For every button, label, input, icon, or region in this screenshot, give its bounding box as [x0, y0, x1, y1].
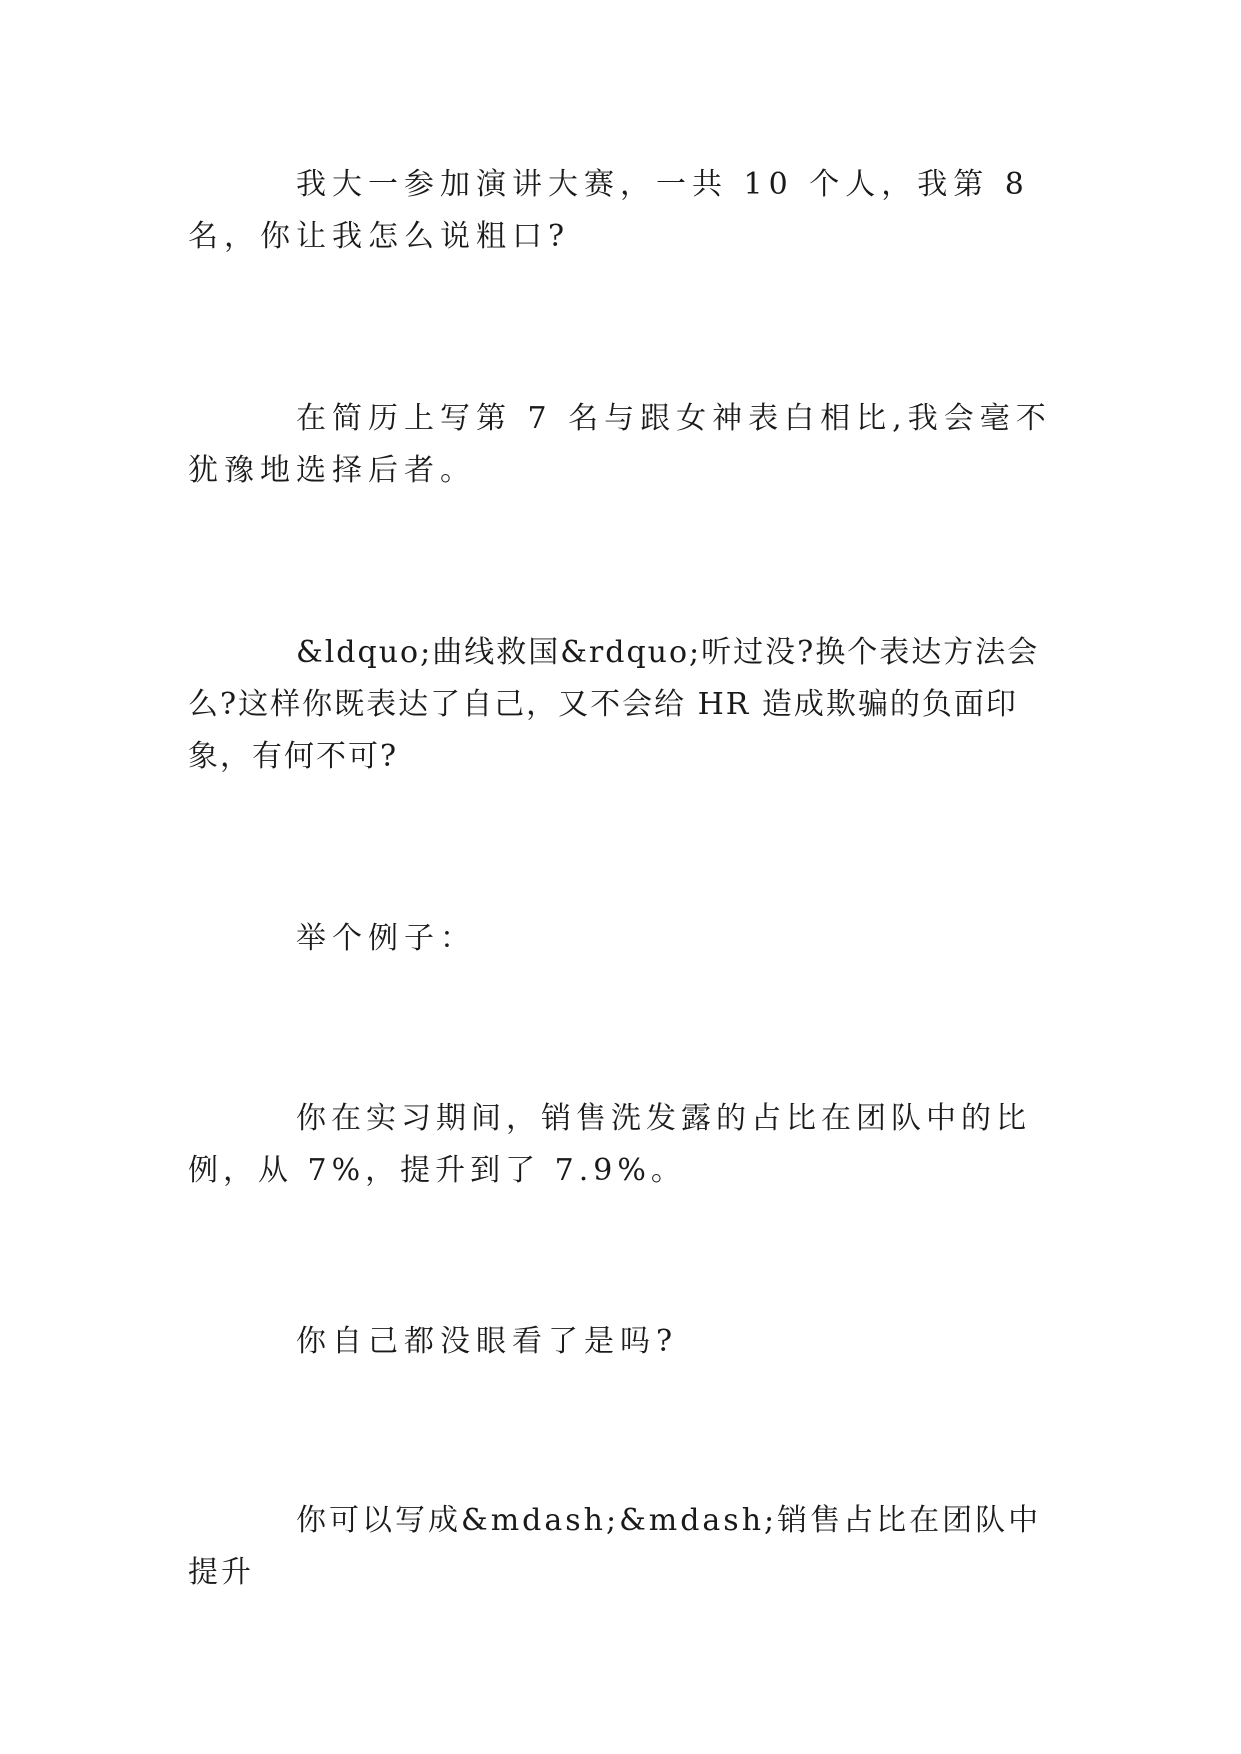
- paragraph-sales-example: 你在实习期间，销售洗发露的占比在团队中的比例，从 7%，提升到了 7.9%。: [188, 1101, 1031, 1188]
- paragraph-resume-ranking: 在简历上写第 7 名与跟女神表白相比,我会毫不犹豫地选择后者。: [188, 401, 1052, 488]
- paragraph-rewrite-suggestion: 你可以写成&mdash;&mdash;销售占比在团队中提升: [188, 1503, 1042, 1590]
- paragraph-indirect-expression: &ldquo;曲线救国&rdquo;听过没?换个表达方法会么?这样你既表达了自己，又不会给 HR 造成欺骗的负面印象，有何不可?: [188, 635, 1040, 774]
- paragraph-speech-contest: 我大一参加演讲大赛，一共 10 个人，我第 8 名，你让我怎么说粗口?: [188, 167, 1030, 254]
- paragraph-example-heading: 举个例子：: [296, 921, 476, 956]
- paragraph-rhetorical-question: 你自己都没眼看了是吗?: [296, 1324, 679, 1359]
